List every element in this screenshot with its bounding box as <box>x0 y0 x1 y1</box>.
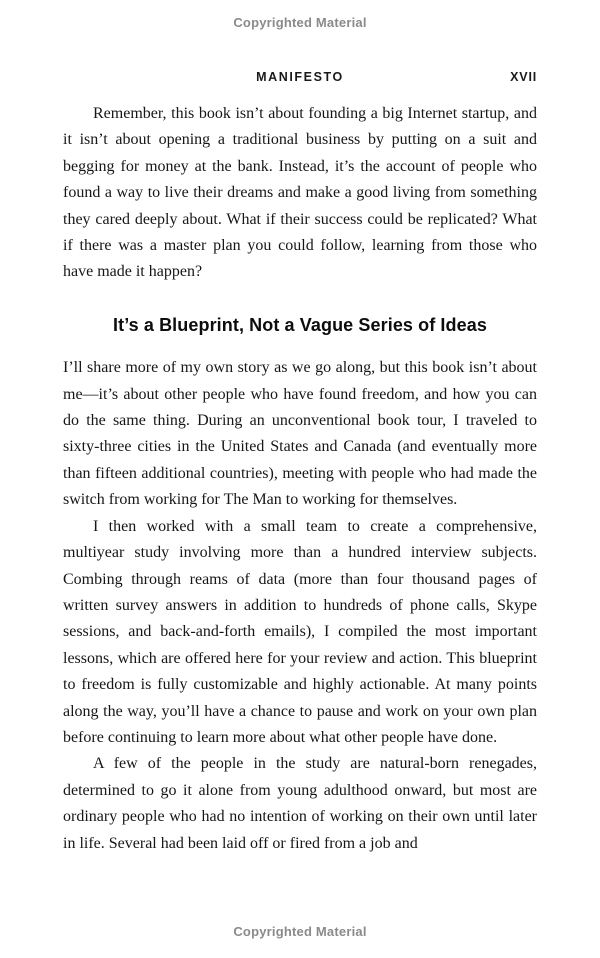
body-text <box>63 101 537 857</box>
copyright-notice-bottom: Copyrighted Material <box>233 924 367 939</box>
paragraph-3: I then worked with a small team to create a comprehensive, multiyear study involving more than a hundred interview subjects. Combing through reams of data (more than four thousand pages of written survey answers in addition to hundreds of phone calls, Skype sessions, and back-and-forth emails), I compiled the most important lessons, which are offered here for your review and action. This blueprint to freedom is fully customizable and highly actionable. At many points along the way, you’ll have a chance to pause and work on your own plan before continuing to learn more about what other people have done. <box>63 517 537 746</box>
paragraph-2: I’ll share more of my own story as we go along, but this book isn’t about me—it’s about other people who have found freedom, and how you can do the same thing. During an unconventional book tour, I traveled to sixty-three cities in the United States and Canada (and eventually more than fifteen additional countries), meeting with people who had made the switch from working for The Man to working for themselves. <box>63 359 537 509</box>
copyright-notice-top: Copyrighted Material <box>233 15 367 30</box>
page-number: XVII <box>510 70 537 84</box>
paragraph-4: A few of the people in the study are natural-born renegades, determined to go it alone from young adulthood onward, but most are ordinary people who had no intention of working on their own until later in life. Several had been laid off or fired from a job and <box>63 755 537 852</box>
running-header <box>63 70 537 86</box>
running-header-title: MANIFESTO <box>256 70 344 84</box>
paragraph-1: Remember, this book isn’t about founding a big Internet startup, and it isn’t about opening a traditional business by putting on a suit and begging for money at the bank. Instead, it’s the account of people who found a way to live their dreams and make a good living from something they cared deeply about. What if their success could be replicated? What if there was a master plan you could follow, learning from those who have made it happen? <box>63 105 537 281</box>
section-heading: It’s a Blueprint, Not a Vague Series of Ideas <box>113 314 487 335</box>
